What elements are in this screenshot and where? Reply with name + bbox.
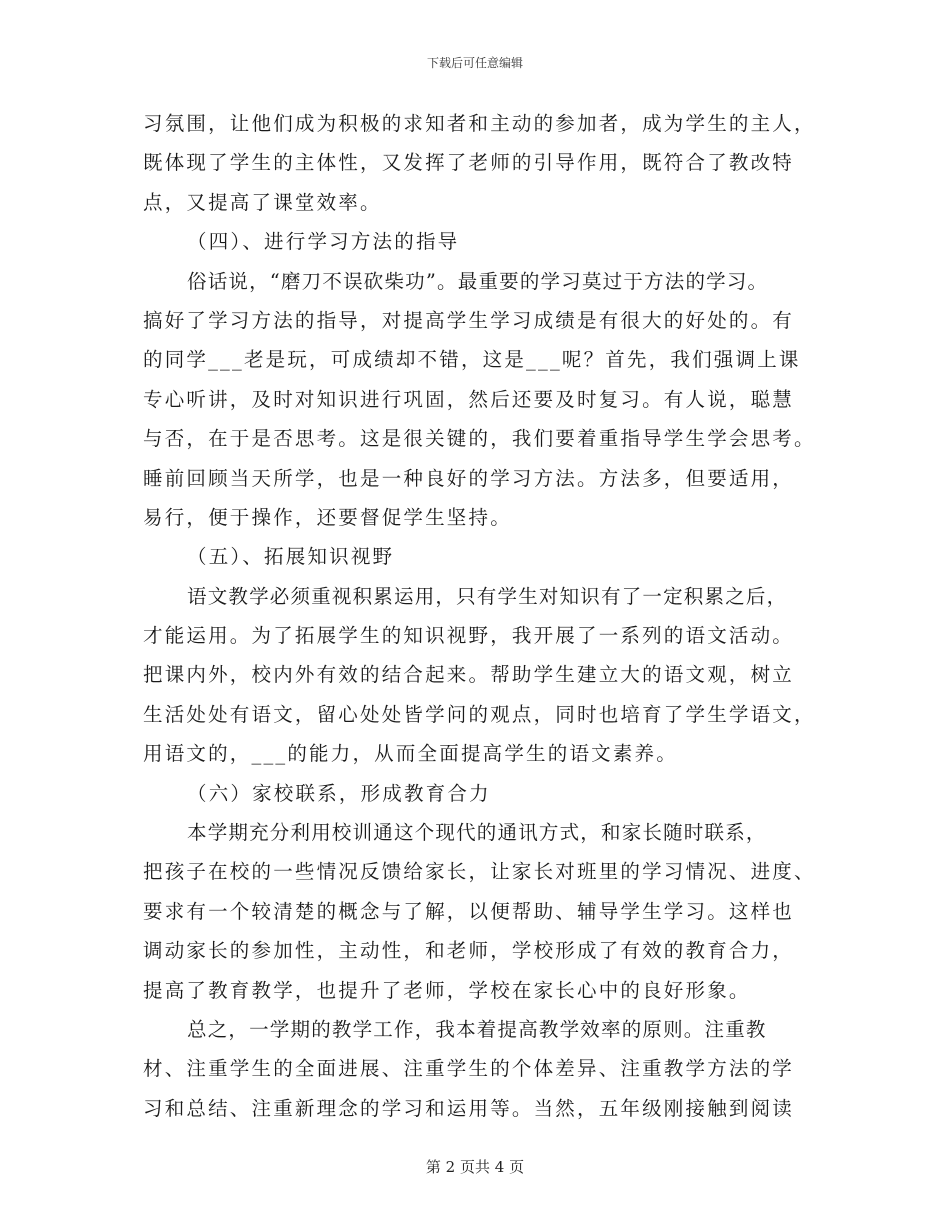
body-line: 调动家长的参加性，主动性，和老师，学校形成了有效的教育合力， xyxy=(143,939,795,963)
body-line: 才能运用。为了拓展学生的知识视野，我开展了一系列的语文活动。 xyxy=(143,624,795,648)
document-body xyxy=(143,104,823,1128)
body-line: 易行，便于操作，还要督促学生坚持。 xyxy=(143,505,512,529)
body-line: 既体现了学生的主体性，又发挥了老师的引导作用，既符合了教改特 xyxy=(143,151,795,175)
paragraph-first-line: 俗话说，“磨刀不误砍柴功”。最重要的学习莫过于方法的学习。 xyxy=(187,269,769,293)
page-header: 下载后可任意编辑 xyxy=(426,56,523,70)
body-line: 生活处处有语文，留心处处皆学问的观点，同时也培育了学生学语文， xyxy=(143,702,816,726)
body-line: 睡前回顾当天所学，也是一种良好的学习方法。方法多，但要适用， xyxy=(143,466,795,490)
paragraph-first-line: 总之，一学期的教学工作，我本着提高教学效率的原则。注重教 xyxy=(187,1017,767,1041)
section-heading-5: （五）、拓展知识视野 xyxy=(187,545,395,569)
page-footer: 第 2 页共 4 页 xyxy=(425,1158,525,1176)
paragraph-first-line: 语文教学必须重视积累运用，只有学生对知识有了一定积累之后， xyxy=(187,584,788,608)
body-line: 习氛围，让他们成为积极的求知者和主动的参加者，成为学生的主人， xyxy=(143,112,816,135)
body-line: 与否，在于是否思考。这是很关键的，我们要着重指导学生学会思考。 xyxy=(143,427,816,451)
body-line: 点，又提高了课堂效率。 xyxy=(143,190,382,214)
body-line: 搞好了学习方法的指导，对提高学生学习成绩是有很大的好处的。有 xyxy=(143,308,795,332)
body-line: 把孩子在校的一些情况反馈给家长，让家长对班里的学习情况、进度、 xyxy=(143,860,816,884)
section-heading-6: （六）家校联系，形成教育合力 xyxy=(187,781,491,805)
body-line: 用语文的，___的能力，从而全面提高学生的语文素养。 xyxy=(143,742,678,766)
body-line: 专心听讲，及时对知识进行巩固，然后还要及时复习。有人说，聪慧 xyxy=(143,387,795,411)
body-line: 习和总结、注重新理念的学习和运用等。当然，五年级刚接触到阅读 xyxy=(143,1096,795,1120)
body-line: 材、注重学生的全面进展、注重学生的个体差异、注重教学方法的学 xyxy=(143,1057,795,1081)
body-line: 要求有一个较清楚的概念与了解，以便帮助、辅导学生学习。这样也 xyxy=(143,899,795,923)
body-line: 把课内外，校内外有效的结合起来。帮助学生建立大的语文观，树立 xyxy=(143,663,795,687)
body-line: 提高了教育教学，也提升了老师，学校在家长心中的良好形象。 xyxy=(143,978,751,1002)
paragraph-first-line: 本学期充分利用校训通这个现代的通讯方式，和家长随时联系， xyxy=(187,821,767,845)
section-heading-4: （四）、进行学习方法的指导 xyxy=(187,230,460,254)
body-line: 的同学___老是玩，可成绩却不错，这是___呢？首先，我们强调上课 xyxy=(143,348,801,372)
